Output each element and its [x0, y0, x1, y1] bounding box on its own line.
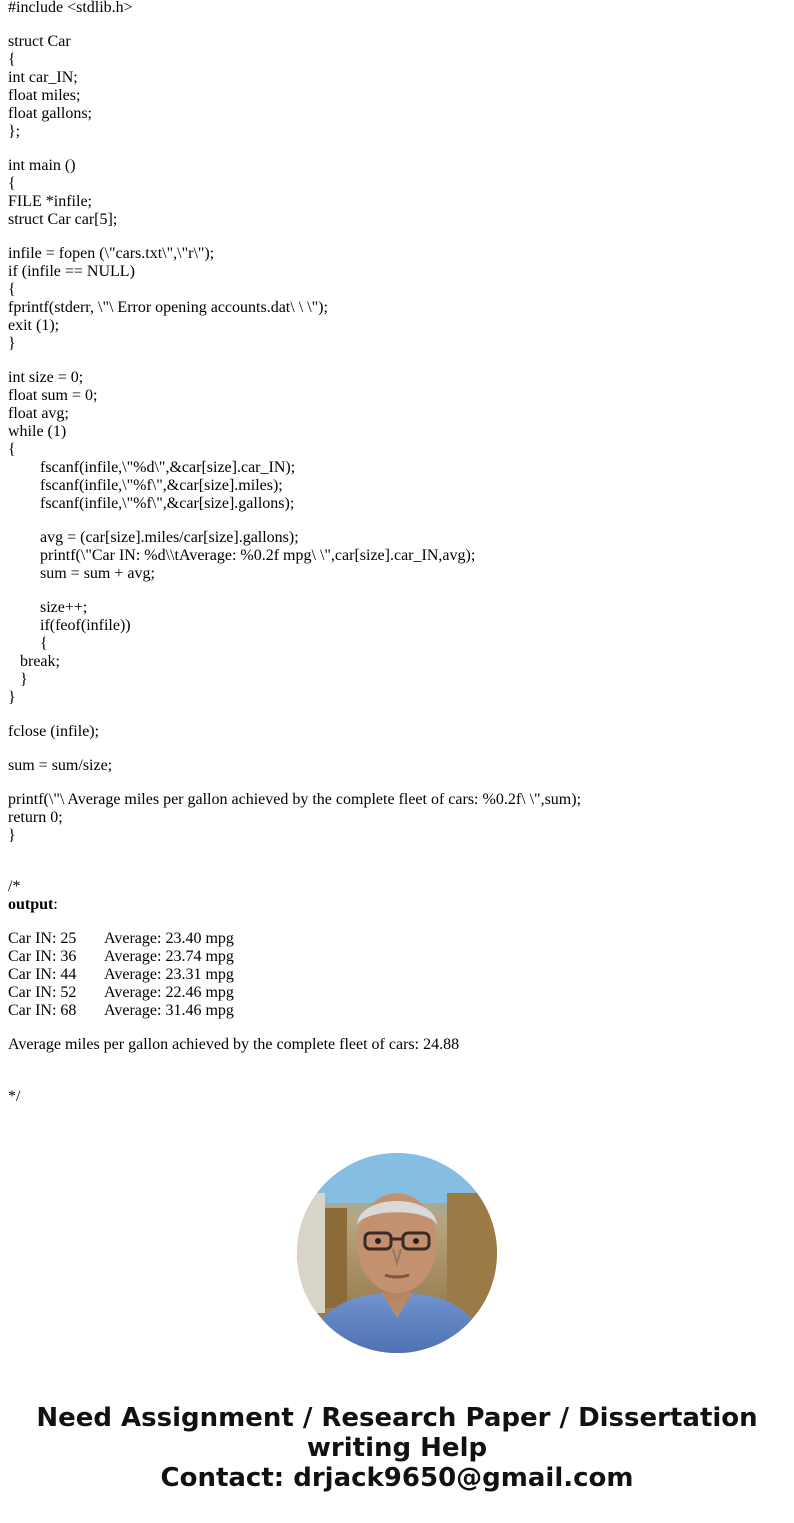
code-line: fscanf(infile,\"%d\",&car[size].car_IN);: [40, 459, 296, 476]
code-line: int main (): [8, 157, 76, 174]
code-line: [8, 229, 788, 245]
output-row: [8, 1002, 788, 1020]
code-line: break;: [20, 653, 60, 670]
output-heading-label: output: [8, 896, 54, 913]
output-row: [8, 984, 788, 1002]
code-line: [8, 17, 788, 33]
promo-contact: Contact: drjack9650@gmail.com: [160, 1463, 634, 1493]
code-line: if (infile == NULL): [8, 263, 135, 280]
code-line: infile = fopen (\"cars.txt\",\"r\");: [8, 245, 215, 262]
code-line: exit (1);: [8, 317, 60, 334]
code-line: int size = 0;: [8, 369, 84, 386]
output-row: [8, 966, 788, 984]
code-line: [8, 141, 788, 157]
code-line: float avg;: [8, 405, 69, 422]
code-line: [8, 583, 788, 599]
program-output: [8, 878, 788, 1106]
code-line: size++;: [40, 599, 88, 616]
code-line: while (1): [8, 423, 67, 440]
promo-subline: writing Help: [306, 1433, 488, 1463]
output-row: [8, 930, 788, 948]
output-heading-suffix: :: [53, 896, 58, 913]
code-line: [8, 741, 788, 757]
code-line: }: [8, 689, 16, 706]
spacer: [8, 1054, 788, 1088]
code-line: struct Car: [8, 33, 71, 50]
promo-headline: Need Assignment / Research Paper / Dissertation: [36, 1403, 758, 1433]
fleet-summary: Average miles per gallon achieved by the complete fleet of cars: 24.88: [8, 1036, 460, 1053]
code-line: };: [8, 123, 21, 140]
code-line: if(feof(infile)): [40, 617, 131, 634]
code-line: return 0;: [8, 809, 63, 826]
code-line: float gallons;: [8, 105, 92, 122]
spacer: [8, 1020, 788, 1036]
code-line: fscanf(infile,\"%f\",&car[size].miles);: [40, 477, 283, 494]
code-line: }: [8, 335, 16, 352]
code-line: {: [8, 175, 16, 192]
code-line: sum = sum + avg;: [40, 565, 155, 582]
code-line: {: [8, 51, 16, 68]
comment-close: */: [8, 1088, 21, 1105]
source-code: [8, 0, 788, 845]
code-line: sum = sum/size;: [8, 757, 113, 774]
code-line: #include <stdlib.h>: [8, 0, 133, 16]
code-line: FILE *infile;: [8, 193, 92, 210]
code-line: printf(\"\ Average miles per gallon achieved by the complete fleet of cars: %0.2f\ \",sum);: [8, 791, 582, 808]
output-car-id: Car IN: 52: [8, 984, 77, 1001]
code-line: {: [8, 441, 16, 458]
code-line: fprintf(stderr, \"\ Error opening accounts.dat\ \ \");: [8, 299, 328, 316]
code-line: [8, 513, 788, 529]
code-line: [8, 775, 788, 791]
spacer: [8, 914, 788, 930]
output-average: Average: 23.40 mpg: [104, 930, 234, 947]
code-line: [8, 353, 788, 369]
promo-banner: [0, 1403, 794, 1493]
output-average: Average: 22.46 mpg: [104, 984, 234, 1001]
code-line: {: [40, 635, 48, 652]
output-average: Average: 31.46 mpg: [104, 1002, 234, 1019]
output-car-id: Car IN: 36: [8, 948, 77, 965]
output-car-id: Car IN: 25: [8, 930, 77, 947]
output-car-id: Car IN: 44: [8, 966, 77, 983]
output-heading: [8, 896, 788, 914]
code-line: struct Car car[5];: [8, 211, 118, 228]
output-average: Average: 23.31 mpg: [104, 966, 234, 983]
code-line: int car_IN;: [8, 69, 78, 86]
output-car-id: Car IN: 68: [8, 1002, 77, 1019]
code-line: float sum = 0;: [8, 387, 98, 404]
code-line: }: [8, 827, 16, 844]
author-portrait-image: [297, 1153, 497, 1353]
output-row: [8, 948, 788, 966]
code-line: fscanf(infile,\"%f\",&car[size].gallons);: [40, 495, 295, 512]
code-line: float miles;: [8, 87, 81, 104]
code-line: }: [20, 671, 28, 688]
code-line: fclose (infile);: [8, 723, 100, 740]
code-line: avg = (car[size].miles/car[size].gallons);: [40, 529, 299, 546]
output-average: Average: 23.74 mpg: [104, 948, 234, 965]
author-photo: [297, 1153, 497, 1353]
code-line: {: [8, 281, 16, 298]
comment-open: /*: [8, 878, 21, 895]
code-line: printf(\"Car IN: %d\\tAverage: %0.2f mpg\ \",car[size].car_IN,avg);: [40, 547, 476, 564]
code-line: [8, 707, 788, 723]
